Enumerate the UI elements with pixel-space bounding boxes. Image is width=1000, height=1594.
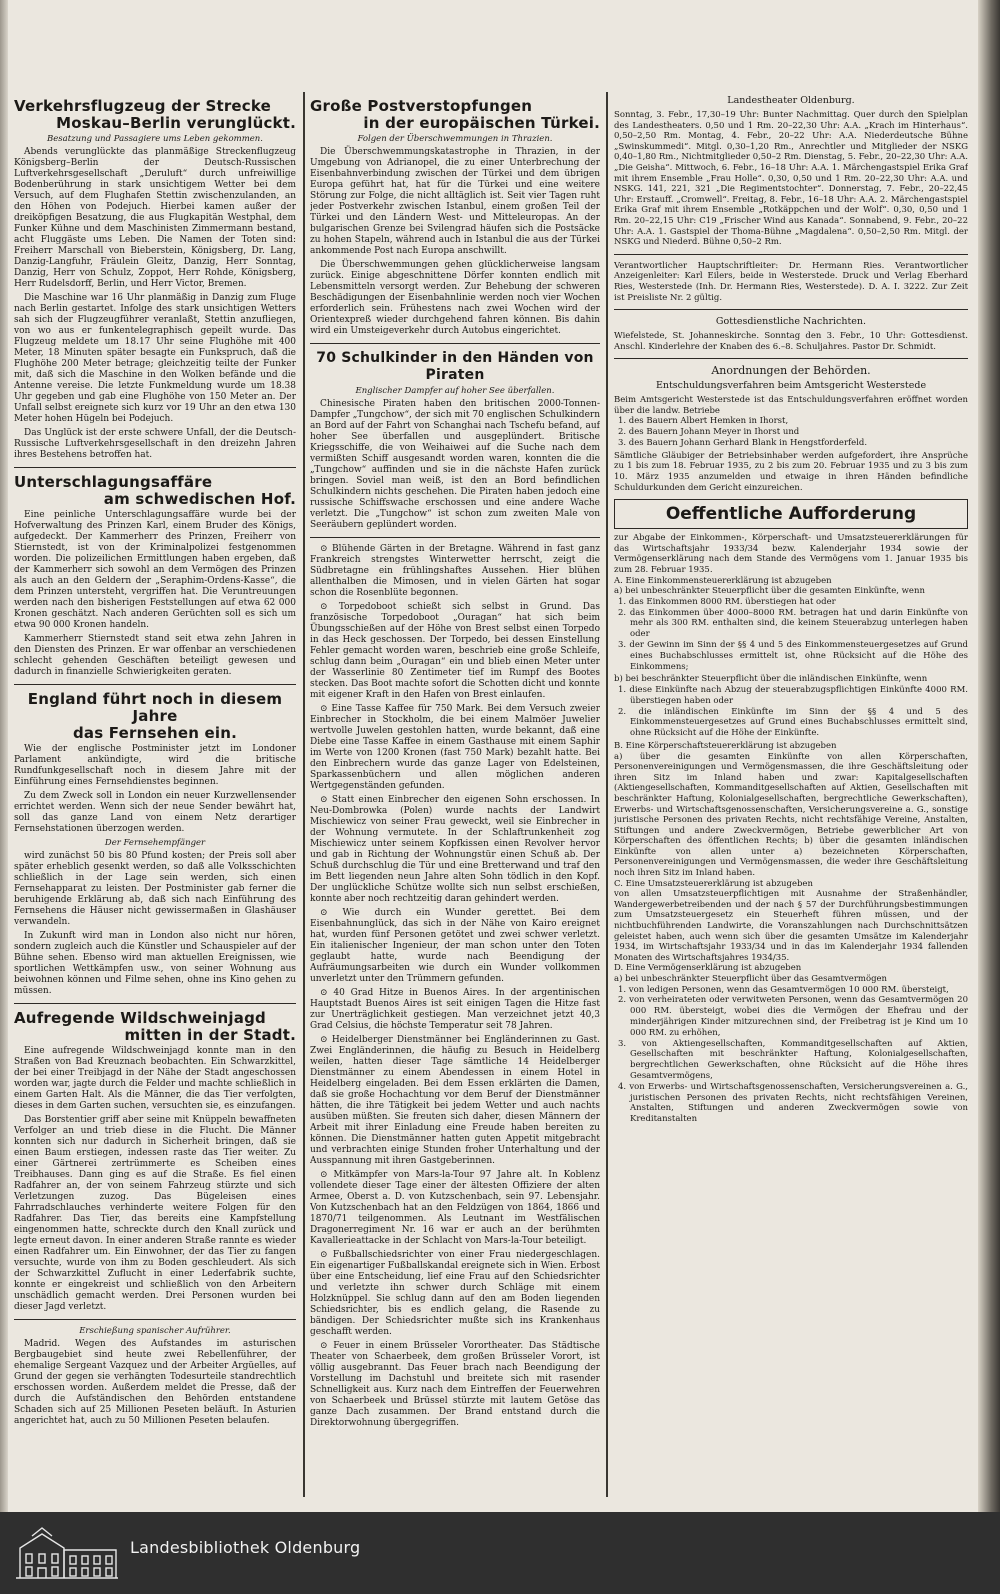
headline-line-1: Aufregende Wildschweinjagd	[14, 1009, 266, 1027]
notice-section-heading: A. Eine Einkommensteuererklärung ist abzugeben	[614, 575, 832, 586]
list-item: 2. die inländischen Einkünfte im Sinn der §§ 4 und 5 des Einkommensteuergesetzes auf Grund eines Buchabschlusses ermittelt sind, ohne Rücksicht auf die Höhe der Einkünfte.	[618, 706, 968, 739]
notice-subsection: b) bei beschränkter Steuerpflicht über die inländischen Einkünfte, wenn	[614, 674, 928, 685]
news-item: ⊙ Heidelberger Dienstmänner bei Engländerinnen zu Gast. Zwei Engländerinnen, die häufig zu Besuch in Heidelberg weilen, hatten dieser Tage sämtliche 14 Heidelberger Dienstmänner zu einem Abendessen in einem Hotel in Heidelberg eingeladen. Bei dem Essen erklärten die Damen, daß sie große Hochachtung vor dem Beruf der Dienstmänner hätten, die ihre Tätigkeit bei jedem Wetter und auch nachts ausüben müßten. Sie freuten sich daher, diesen Männern der Arbeit mit ihrer Einladung eine Freude haben bereiten zu können. Die Dienstmänner hatten guten Appetit mitgebracht und verbrachten einige Stunden froher Unterhaltung und der Ausspannung mit ihren Gastgeberinnen.	[310, 1035, 600, 1166]
divider	[14, 1319, 296, 1320]
headline-line-1: Unterschlagungsaffäre	[14, 473, 213, 491]
list-item: 1. von ledigen Personen, wenn das Gesamtvermögen 10 000 RM. übersteigt,	[618, 984, 949, 995]
notice-paragraph: a) über die gesamten Einkünfte von allen Körperschaften, Personenvereinigungen und Vermögensmassen, die ihre Geschäftsleitung oder ihren Sitz im Inland haben und zwar: Kapitalgesellschaften (Aktiengesellschaften, Kommanditgesellschaften auf Aktien, Gesellschaften mit beschränkter Haftung, Kolonialgesellschaften, bergrechtliche Gewerkschaften), Erwerbs- und Wirtschaftsgenossenschaften, Versicherungsvereine a. G., sonstige juristische Personen des privaten Rechts, nicht rechtsfähige Vereine, Anstalten, Stiftungen und andere Zweckvermögen, Betriebe gewerblicher Art von Körperschaften des öffentlichen Rechts; b) über die gesamten inländischen Einkünfte von allen unter a) bezeichneten Körperschaften, Personenvereinigungen und Vermögensmassen, die weder ihre Geschäftsleitung noch ihren Sitz im Inland haben.	[614, 751, 968, 879]
article-subheadline: Erschießung spanischer Aufrührer.	[79, 1326, 231, 1336]
divider	[310, 537, 600, 538]
article-paragraph: Wie der englische Postminister jetzt im Londoner Parlament ankündigte, wird die britische Rundfunkgesellschaft noch in diesem Jahre mit der Einführung eines Fernsehdienstes beginnen.	[14, 744, 296, 787]
divider	[614, 254, 968, 255]
article-paragraph: In Zukunft wird man in London also nicht nur hören, sondern zugleich auch die Künstler und Schauspieler auf der Bühne sehen. Ebenso wird man aktuellen Ereignissen, wie sportlichen Wettkämpfen usw., von seiner Wohnung aus beiwohnen können und Filme sehen, ohne ins Kino gehen zu müssen.	[14, 931, 296, 996]
article-paragraph: Eine aufregende Wildschweinjagd konnte man in den Straßen von Bad Kreuznach beobachten. Ein Schwarzkittel, der bei einer Treibjagd in der Nähe der Stadt angeschossen worden war, jagte durch die Felder und machte schließlich in einem Garten Halt. Als die Männer, die das Tier verfolgten, dieses in dem Garten suchen, versuchten sie, es einzufangen.	[14, 1046, 296, 1111]
news-item: ⊙ 40 Grad Hitze in Buenos Aires. In der argentinischen Hauptstadt Buenos Aires ist seit einigen Tagen die Hitze fast zur Unerträglichkeit gestiegen. Man verzeichnet jetzt 40,3 Grad Celsius, die höchste Temperatur seit 78 Jahren.	[310, 988, 600, 1031]
article-paragraph: Madrid. Wegen des Aufstandes im asturischen Bergbaugebiet sind heute zwei Rebellenführer, der ehemalige Sergeant Vazquez und der Arbeiter Argüelles, auf Grund der gegen sie verhängten Todesurteile standrechtlich erschossen worden. Außerdem meldet die Presse, daß der durch die Aufständischen den Behörden entstandene Schaden sich auf 25 Millionen Peseten beläuft. In Asturien angerichtet hat, auch zu 50 Millionen Peseten belaufen.	[14, 1339, 296, 1426]
article-headline	[14, 474, 296, 508]
theater-schedule: Sonntag, 3. Febr., 17,30–19 Uhr: Bunter Nachmittag. Quer durch den Spielplan des Landestheaters. 0,50 und 1 Rm. 20–22,30 Uhr: A.A. „Krach im Hinterhaus“. 0,50–2,50 Rm. Montag, 4. Febr., 20–22 Uhr: A.A. Niederdeutsche Bühne „Swinskummedi“. Mitgl. 0,30–1,20 Rm., Anrechtler und Mitglieder der NSKG 0,40–1,80 Rm., Nichtmitglieder 0,50–2 Rm. Dienstag, 5. Febr., 20–22,30 Uhr: A.A. „Die Geisha“. Mittwoch, 6. Febr., 16–18 Uhr: A.A. 1. Märchengastspiel Erika Graf mit ihrem Ensemble „Frau Holle“. 0,30, 0,50 und 1 Rm. 20–22,30 Uhr: A.A. und NSKG. 141, 221, 321 „Die Regimentstochter“. Donnerstag, 7. Febr., 20–22,45 Uhr: Erstauff. „Cromwell“. Freitag, 8. Febr., 16–18 Uhr: A.A. 2. Märchengastspiel Erika Graf mit ihrem Ensemble „Rotkäppchen und der Wolf“. 0,30, 0,50 und 1 Rm. 20–22,15 Uhr: C19 „Frischer Wind aus Kanada“. Sonnabend, 9. Febr., 20–22 Uhr: A.A. 1. Gastspiel der Thoma-Bühne „Magdalena“. 0,50–2,50 Rm. Mitgl. der NSKG und Niederd. Bühne 0,50–2 Rm.	[614, 110, 968, 248]
news-item: ⊙ Mitkämpfer von Mars-la-Tour 97 Jahre alt. In Koblenz vollendete dieser Tage einer der ältesten Offiziere der alten Armee, Oberst a. D. von Kutzschenbach, sein 97. Lebensjahr. Von Kutzschenbach hat an den Feldzügen von 1864, 1866 und 1870/71 teilgenommen. Als Leutnant im Westfälischen Dragonerregiment Nr. 16 war er auch an der berühmten Kavallerieattacke in der Schlacht von Mars-la-Tour beteiligt.	[310, 1170, 600, 1246]
notice-title: Oeffentliche Aufforderung	[614, 499, 968, 529]
list-item: 3. des Bauern Johann Gerhard Blank in Hengstforderfeld.	[618, 438, 868, 449]
article-paragraph: Die Überschwemmungen gehen glücklicherweise langsam zurück. Einige abgeschnittene Dörfer konnten endlich mit Lebensmitteln versorgt werden. Zur Behebung der schweren Beschädigungen der Eisenbahnlinie werden noch vier Wochen erforderlich sein. Frühestens nach zwei Wochen wird der Orientexpreß wieder durchgehend fahren können. Bis dahin wird ein Umsteigeverkehr durch Autobus eingerichtet.	[310, 260, 600, 336]
article-paragraph: wird zunächst 50 bis 80 Pfund kosten; der Preis soll aber später erheblich gesenkt werden, so daß alle Volksschichten schließlich in der Lage sein werden, sich einen Fernsehapparat zu leisten. Der Postminister gab ferner die beruhigende Erklärung ab, daß sich nach Einführung des Fernsehens die Häuser nicht gewissermaßen in Glashäuser verwandeln.	[14, 851, 296, 927]
list-item: 1. diese Einkünfte nach Abzug der steuerabzugspflichtigen Einkünfte 4000 RM. überstiegen haben oder	[618, 684, 968, 706]
notice-intro: zur Abgabe der Einkommen-, Körperschaft- und Umsatzsteuererklärungen für das Wirtschaftsjahr 1933/34 bezw. Kalenderjahr 1934 sowie der Vermögenserklärung nach dem Stande des Vermögens vom 1. Januar 1935 bis zum 28. Februar 1935.	[614, 533, 968, 576]
article-paragraph: Chinesische Piraten haben den britischen 2000-Tonnen-Dampfer „Tungchow“, der sich mit 70 englischen Schulkindern an Bord auf der Fahrt von Schanghai nach Tschefu befand, auf hoher See überfallen und ausgeplündert. Britische Kriegsschiffe, die von Weihaiwei auf die Suche nach dem vermißten Schiff ausgesandt worden waren, konnten die die „Tungchow“ auffinden und sie in die nächste Hafen zurück bringen. Soviel man weiß, ist den an Bord befindlichen Schulkindern nichts geschehen. Die Piraten haben jedoch eine russische Schiffswache erschossen und eine andere Wache verletzt. Die „Tungchow“ ist schon zum zweiten Male von Seeräubern geplündert worden.	[310, 399, 600, 530]
news-item: ⊙ Feuer in einem Brüsseler Vorortheater. Das Städtische Theater von Schaerbeek, dem großen Brüsseler Vorort, ist völlig ausgebrannt. Das Feuer brach nach Beendigung der Vorstellung im Dachstuhl und breitete sich mit rasender Schnelligkeit aus. Kurz nach dem Eintreffen der Feuerwehren von Schaerbeek und Brüssel stürzte mit lautem Getöse das ganze Dach zusammen. Der Brand entstand durch die Direktorwohnung übergegriffen.	[310, 1341, 600, 1428]
authority-paragraph: Beim Amtsgericht Westerstede ist das Entschuldungsverfahren eröffnet worden über die landw. Betriebe	[614, 395, 968, 416]
notice-list	[614, 985, 968, 1125]
notice-section-heading: D. Eine Vermögenserklärung ist abzugeben	[614, 963, 802, 974]
article-paragraph: Abends verunglückte das planmäßige Streckenflugzeug Königsberg–Berlin der Deutsch-Russischen Luftverkehrsgesellschaft „Deruluft“ durch unfreiwillige Bodenberührung in stark unsichtigem Wetter bei dem Versuch, auf dem Flughafen Stettin zwischenzulanden, an den Höhen von Podejuch. Hierbei kamen außer der dreiköpfigen Besatzung, die aus Flugkapitän Westphal, dem Funker Kühne und dem Maschinisten Zimmermann bestand, acht Fluggäste ums Leben. Die Namen der Toten sind: Freiherr Marschall von Bieberstein, Königsberg, Dr. Lang, Danzig-Langfuhr, Fräulein Gleitz, Danzig, Herr Sonntag, Danzig, Herr von Schulz, Zoppot, Herr Rohde, Königsberg, Herr Rudelsdorff, Berlin, und Herr Victor, Bremen.	[14, 147, 296, 289]
authority-paragraph: Sämtliche Gläubiger der Betriebsinhaber werden aufgefordert, ihre Ansprüche zu 1 bis zum 18. Februar 1935, zu 2 bis zum 20. Februar 1935 und zu 3 bis zum 10. März 1935 anzumelden und etwaige in ihren Händen befindliche Schuldurkunden dem Gericht einzureichen.	[614, 450, 968, 493]
news-item: ⊙ Eine Tasse Kaffee für 750 Mark. Bei dem Versuch zweier Einbrecher in Stockholm, die bei einem Malmöer Juwelier wertvolle Juwelen gestohlen hatten, wurde bekannt, daß eine Diebe eine Tasse Kaffee in einem Gasthause mit einem Saphir im Werte von 1200 Kronen (fast 750 Mark) bezahlt hatte. Bei den Einbrechern wurde das ganze Lager von Edelsteinen, Sparkassenbüchern und allen möglichen anderen Wertgegenständen gefunden.	[310, 704, 600, 791]
article-subheading: Der Fernsehempfänger	[104, 838, 206, 848]
church-notice: Wiefelstede, St. Johanneskirche. Sonntag den 3. Febr., 10 Uhr: Gottesdienst. Anschl. Kinderlehre der Knaben des 6.–8. Schuljahres. Pastor Dr. Schmidt.	[614, 331, 968, 352]
list-item: 2. das Einkommen über 4000–8000 RM. betragen hat und darin Einkünfte von mehr als 300 RM. enthalten sind, die keinem Steuerabzug unterlegen haben oder	[618, 607, 968, 640]
news-item: ⊙ Statt einen Einbrecher den eigenen Sohn erschossen. In Neu-Dombrowka (Polen) wurde nachts der Landwirt Mischiewicz von seiner Frau geweckt, weil sie Einbrecher in der Wohnung vermutete. In der Schlaftrunkenheit zog Mischiewicz unter seinem Kopfkissen einen Revolver hervor und gab in Richtung der Wohnungstür einen Schuß ab. Der Schuß durchschlug die Tür und eine Bretterwand und traf den im Bett liegenden neun Jahre alten Sohn tödlich in den Kopf. Der unglückliche Schütze wollte sich nun selbst erschießen, konnte aber noch rechtzeitig daran gehindert werden.	[310, 795, 600, 904]
divider	[14, 1003, 296, 1004]
article-headline	[14, 1010, 296, 1044]
viewer-footer	[0, 1512, 1000, 1594]
list-item: 3. von Aktiengesellschaften, Kommanditgesellschaften auf Aktien, Gesellschaften mit beschränkter Haftung, Kolonialgesellschaften, bergrechtlichen Gewerkschaften, ohne Rücksicht auf die Höhe ihres Gesamtvermögens,	[618, 1038, 968, 1081]
article-subheadline: Englischer Dampfer auf hoher See überfallen.	[355, 386, 555, 396]
column-1	[14, 92, 296, 1500]
article-paragraph: Das Unglück ist der erste schwere Unfall, der die Deutsch-Russische Luftverkehrsgesellschaft in den dreizehn Jahren ihres Bestehens betroffen hat.	[14, 428, 296, 460]
article-subheadline: Besatzung und Passagiere ums Leben gekommen.	[47, 134, 263, 144]
notice-list	[614, 597, 968, 673]
article-headline: 70 Schulkinder in den Händen von Piraten	[316, 350, 594, 383]
authority-heading: Anordnungen der Behörden.	[711, 364, 871, 378]
notice-list	[614, 685, 968, 739]
farm-list	[614, 416, 968, 448]
library-name: Landesbibliothek Oldenburg	[130, 1538, 361, 1557]
article-paragraph: Das Borstentier griff aber seine mit Knüppeln bewaffneten Verfolger an und trieb diese in die Flucht. Die Männer konnten sich nur dadurch in Sicherheit bringen, daß sie einen Baum erstiegen, indessen raste das Tier weiter. Zu einer Gärtnerei zertrümmerte es Scheiben eines Treibhauses. Dann ging es auf die Straße. Es fiel einen Radfahrer an, der von seinem Fahrzeug stürzte und sich Verletzungen zuzog. Das Bügeleisen eines Fahrradschlauches verhinderte weitere Folgen für den Radfahrer. Das Tier, das bereits eine Kampfstellung eingenommen hatte, schreckte durch den Knall zurück und legte erneut davon. In einer anderen Straße rannte es wieder einen Radfahrer um. Ein Einwohner, der das Tier zu fangen versuchte, wurde von ihm zu Boden geschleudert. Als sich der Schwarzkittel Zuflucht in einer Lederfabrik suchte, konnte er eingekreist und schließlich von den Arbeitern unschädlich gemacht werden. Drei Personen wurden bei dieser Jagd verletzt.	[14, 1115, 296, 1312]
column-rule-1	[303, 92, 305, 1497]
divider	[310, 343, 600, 344]
church-heading: Gottesdienstliche Nachrichten.	[715, 316, 867, 328]
divider	[614, 358, 968, 359]
divider	[14, 684, 296, 685]
headline-line-1: Verkehrsflugzeug der Strecke	[14, 97, 272, 115]
list-item: 2. des Bauern Johann Meyer in Ihorst und	[618, 427, 800, 438]
list-item: 1. des Bauern Albert Hemken in Ihorst,	[618, 416, 789, 427]
list-item: 2. von verheirateten oder verwitweten Personen, wenn das Gesamtvermögen 20 000 RM. übersteigt, wobei dies die Vermögen der Ehefrau und der minderjährigen Kinder mitzurechnen sind, der Freibetrag ist je Kind um 10 000 RM. zu erhöhen,	[618, 995, 968, 1038]
list-item: 4. von Erwerbs- und Wirtschaftsgenossenschaften, Versicherungsvereinen a. G., juristischen Personen des privaten Rechts, nicht rechtsfähigen Vereinen, Anstalten, Stiftungen und anderen Zweckvermögen sowie von Kreditanstalten	[618, 1081, 968, 1125]
headline-line-2: in der europäischen Türkei.	[363, 114, 600, 132]
article-headline	[310, 98, 600, 132]
article-headline	[14, 691, 296, 742]
divider	[14, 467, 296, 468]
divider	[614, 309, 968, 310]
article-headline	[14, 98, 296, 132]
column-3	[614, 92, 968, 1500]
imprint: Verantwortlicher Hauptschriftleiter: Dr. Hermann Ries. Verantwortlicher Anzeigenleiter: Karl Eilers, beide in Westerstede. Druck und Verlag Eberhard Ries, Westerstede (Inh. Dr. Hermann Ries, Westerstede). D. A. I. 3222. Zur Zeit ist Preisliste Nr. 2 gültig.	[614, 260, 968, 303]
headline-line-2: das Fernsehen ein.	[72, 724, 238, 742]
authority-subheading: Entschuldungsverfahren beim Amtsgericht Westerstede	[655, 380, 927, 392]
headline-line-1: England führt noch in diesem Jahre	[27, 690, 283, 725]
column-2	[310, 92, 600, 1500]
article-paragraph: Kammerherr Stiernstedt stand seit etwa zehn Jahren in den Diensten des Prinzen. Er war offenbar an verschiedenen schlecht gehenden Geschäften beteiligt gewesen und dadurch in finanzielle Schwierigkeiten geraten.	[14, 634, 296, 677]
headline-line-2: mitten in der Stadt.	[124, 1026, 296, 1044]
list-item: 1. das Einkommen 8000 RM. überstiegen hat oder	[618, 596, 836, 607]
article-paragraph: Die Überschwemmungskatastrophe in Thrazien, in der Umgebung von Adrianopel, die zu einer Unterbrechung der Eisenbahnverbindung zwischen der Türkei und dem übrigen Europa geführt hat, hat für die Türkei und eine weitere Störung zur Folge, die nicht alltäglich ist. Seit vier Tagen ruht jeder Postverkehr zwischen Istanbul, einem großen Teil der Türkei und den Ländern West- und Mitteleuropas. An der bulgarischen Grenze bei Svilengrad häufen sich die Postsäcke zu hohen Stapeln, während auch in Istanbul die aus der Türkei ankommende Post nach Europa anschwillt.	[310, 147, 600, 256]
notice-paragraph: von allen Umsatzsteuerpflichtigen mit Ausnahme der Straßenhändler, Wandergewerbetreibenden und der nach § 57 der Durchführungsbestimmungen zum Umsatzsteuergesetz ein Steuerheft führen müssen, und der nichtbuchführenden Landwirte, die Voranszahlungen nach Durchschnittsätzen geleistet haben, auch wenn sich über die gesamten Umsätze im Kalenderjahr 1934, im Wirtschaftsjahr 1933/34 und in das im Kalenderjahr 1934 fallenden Monaten des Wirtschaftsjahres 1934/35.	[614, 889, 968, 963]
article-paragraph: Die Maschine war 16 Uhr planmäßig in Danzig zum Fluge nach Berlin gestartet. Infolge des stark unsichtigen Wetters sah sich der Flugzeugführer veranlaßt, Stettin anzufliegen, von wo aus er funkentelegraphisch gepeilt wurde. Das Flugzeug meldete um 18.17 Uhr seine Flughöhe mit 400 Meter, 18 Minuten später besagte ein Funkspruch, daß die Flughöhe 200 Meter betrage; gleichzeitig teilte der Funker mit, daß sich die Maschine in den Wolken befände und die Antenne vereise. Die letzte Funkmeldung wurde um 18.38 Uhr gegeben und gab eine Flughöhe von 150 Meter an. Der Unfall selbst ereignete sich kurz vor 19 Uhr an den etwa 130 Meter hohen Hügeln bei Podejuch.	[14, 293, 296, 424]
article-paragraph: Eine peinliche Unterschlagungsaffäre wurde bei der Hofverwaltung des Prinzen Karl, einem Bruder des Königs, aufgedeckt. Der Kammerherr des Prinzen, Freiherr von Stiernstedt, ist von der Kriminalpolizei festgenommen worden. Die polizeilichen Ermittlungen haben ergeben, daß der Kammerherr sich sowohl an dem Vermögen des Prinzen als auch an den Geldern der „Seraphim-Ordens-Kasse“, die dem Prinzen untersteht, vergriffen hat. Die Veruntreuungen werden nach den bisherigen Feststellungen auf etwa 62 000 Kronen geschätzt. Nach anderen Gerüchten soll es sich um etwa 90 000 Kronen handeln.	[14, 510, 296, 630]
headline-line-1: Große Postverstopfungen	[310, 97, 533, 115]
notice-subsection: a) bei unbeschränkter Steuerpflicht über das Gesamtvermögen	[614, 974, 888, 985]
page-edge-shadow	[978, 0, 1000, 1512]
notice-subsection: a) bei unbeschränkter Steuerpflicht über die gesamten Einkünfte, wenn	[614, 586, 925, 597]
news-item: ⊙ Blühende Gärten in der Bretagne. Während in fast ganz Frankreich strengstes Winterwetter herrscht, zeigt die Südbretagne ein frühlingshaftes Aussehen. Hier blühen allenthalben die Mimosen, und in vielen Gärten hat sogar schon die Rosenblüte begonnen.	[310, 544, 600, 598]
headline-line-2: am schwedischen Hof.	[103, 490, 296, 508]
notice-section-heading: C. Eine Umsatzsteuererklärung ist abzugeben	[614, 878, 813, 889]
news-item: ⊙ Torpedoboot schießt sich selbst in Grund. Das französische Torpedoboot „Ouragan“ hat sich beim Übungsschießen auf der Höhe von Brest selbst einen Torpedo in das Heck geschossen. Der Torpedo, bei dessen Einstellung Fehler gemacht worden waren, beschrieb eine große Schleife, schlug dann beim „Ouragan“ ein und blieb einen Meter unter der Wasserlinie 80 Zentimeter tief im Rumpf des Bootes stecken. Das Boot machte sofort die Schotten dicht und konnte mit eigener Kraft in den Hafen von Brest einlaufen.	[310, 602, 600, 700]
news-item: ⊙ Wie durch ein Wunder gerettet. Bei dem Eisenbahnunglück, das sich in der Nähe von Kairo ereignet hat, wurden fünf Personen getötet und zwei schwer verletzt. Ein italienischer Ingenieur, der man schon unter den Toten geglaubt hatte, wurde nach Beendigung der Aufräumungsarbeiten wie durch ein Wunder vollkommen unverletzt unter den Trümmern gefunden.	[310, 908, 600, 984]
theater-heading: Landestheater Oldenburg.	[727, 95, 855, 106]
article-paragraph: Zu dem Zweck soll in London ein neuer Kurzwellensender errichtet werden. Wenn sich der neue Sender bewährt hat, soll das ganze Land von einem Netz derartiger Fernsehstationen überzogen werden.	[14, 791, 296, 834]
notice-section-heading: B. Eine Körperschaftsteuererklärung ist abzugeben	[614, 740, 837, 751]
page-binding-shadow	[0, 0, 8, 1512]
column-rule-2	[606, 92, 608, 1497]
headline-line-2: Moskau–Berlin verunglückt.	[56, 114, 296, 132]
library-building-icon	[12, 1526, 122, 1582]
article-subheadline: Folgen der Überschwemmungen in Thrazien.	[357, 134, 553, 144]
list-item: 3. der Gewinn im Sinn der §§ 4 und 5 des Einkommensteuergesetzes auf Grund eines Buchabschlusses ermittelt ist, ohne Rücksicht auf die Höhe des Einkommens;	[618, 639, 968, 672]
news-item: ⊙ Fußballschiedsrichter von einer Frau niedergeschlagen. Ein eigenartiger Fußballskandal ereignete sich in Wien. Erbost über eine Entscheidung, lief eine Frau auf den Schiedsrichter und verletzte ihn schwer durch Schläge mit einem Holzknüppel. Sie schlug dann auf den am Boden liegenden Schiedsrichter, bis es endlich gelang, die Rasende zu bändigen. Der Schiedsrichter mußte sich ins Krankenhaus geschafft werden.	[310, 1250, 600, 1337]
